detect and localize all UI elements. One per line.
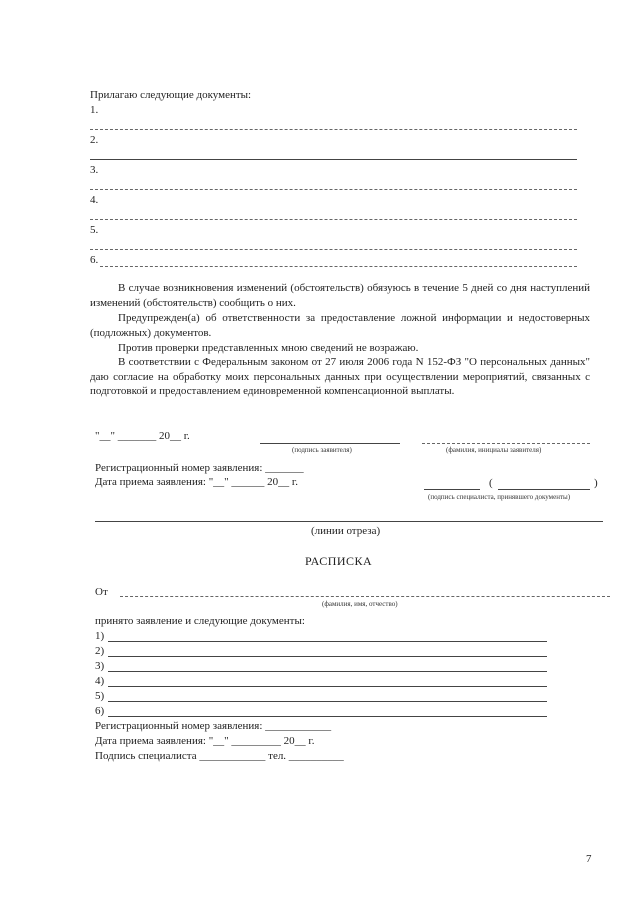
receipt-item-line-3 (108, 671, 547, 672)
receipt-from-line (120, 596, 610, 597)
date-received: Дата приема заявления: "__" ______ 20__ г. (95, 476, 298, 488)
paragraph-verification (90, 341, 590, 356)
receipt-date: Дата приема заявления: "__" _________ 20__ г. (95, 735, 315, 747)
attachment-item-1: 1. (90, 104, 99, 116)
receipt-item-6: 6) (95, 705, 105, 717)
receipt-title: РАСПИСКА (305, 554, 373, 568)
attachment-line-3 (90, 189, 577, 190)
paragraph-liability (90, 311, 590, 340)
applicant-name-line (422, 443, 590, 444)
paragraph-consent-text: В соответствии с Федеральным законом от 27 июля 2006 года N 152-ФЗ "О персональных данных" даю согласие на обработку моих персональных данных при осуществлении мероприятий, связанных с подготовкой и предоставлением единовременной компенсационной выплаты. (90, 356, 590, 397)
receipt-item-5: 5) (95, 690, 105, 702)
cut-line-caption: (линии отреза) (311, 525, 381, 537)
specialist-name-line (498, 489, 590, 490)
page-number: 7 (586, 853, 592, 865)
receipt-registration-number: Регистрационный номер заявления: ____________ (95, 720, 332, 732)
receipt-accepted: принято заявление и следующие документы: (95, 615, 305, 627)
cut-line (95, 521, 603, 522)
receipt-item-1: 1) (95, 630, 105, 642)
paragraph-consent (90, 355, 590, 399)
receipt-from-caption: (фамилия, имя, отчество) (322, 600, 398, 608)
attachment-line-4 (90, 219, 577, 220)
receipt-item-3: 3) (95, 660, 105, 672)
receipt-from-label: От (95, 586, 108, 598)
receipt-item-line-5 (108, 701, 547, 702)
applicant-date: "__" _______ 20__ г. (95, 430, 190, 442)
receipt-item-line-2 (108, 656, 547, 657)
applicant-name-caption: (фамилия, инициалы заявителя) (446, 446, 542, 454)
attachment-item-5: 5. (90, 224, 99, 236)
specialist-caption: (подпись специалиста, принявшего документы) (428, 493, 571, 501)
attachment-item-3: 3. (90, 164, 99, 176)
attachment-line-5 (90, 249, 577, 250)
attachment-line-2 (90, 159, 577, 160)
receipt-item-line-6 (108, 716, 547, 717)
receipt-item-2: 2) (95, 645, 105, 657)
applicant-sign-caption: (подпись заявителя) (292, 446, 352, 454)
attachments-heading: Прилагаю следующие документы: (90, 89, 252, 101)
paragraph-verification-text: Против проверки представленных мною сведений не возражаю. (118, 342, 419, 354)
attachment-item-6: 6. (90, 254, 99, 266)
paragraph-liability-text: Предупрежден(а) об ответственности за предоставление ложной информации и недостоверных (подложных) документов. (90, 312, 590, 339)
paragraph-changes-text: В случае возникновения изменений (обстоятельств) обязуюсь в течение 5 дней со дня наступлений изменений (обстоятельств) сообщить о них. (90, 282, 590, 309)
receipt-item-4: 4) (95, 675, 105, 687)
attachment-line-6 (100, 266, 577, 267)
attachment-line-1 (90, 129, 577, 130)
registration-number: Регистрационный номер заявления: _______ (95, 462, 304, 474)
receipt-signature: Подпись специалиста ____________ тел. __________ (95, 750, 344, 762)
applicant-sign-line (260, 443, 400, 444)
specialist-bracket-open: ( (489, 477, 493, 489)
receipt-item-line-4 (108, 686, 547, 687)
attachment-item-2: 2. (90, 134, 99, 146)
receipt-item-line-1 (108, 641, 547, 642)
specialist-bracket-close: ) (594, 477, 598, 489)
paragraph-changes (90, 281, 590, 310)
specialist-sign-line (424, 489, 480, 490)
attachment-item-4: 4. (90, 194, 99, 206)
